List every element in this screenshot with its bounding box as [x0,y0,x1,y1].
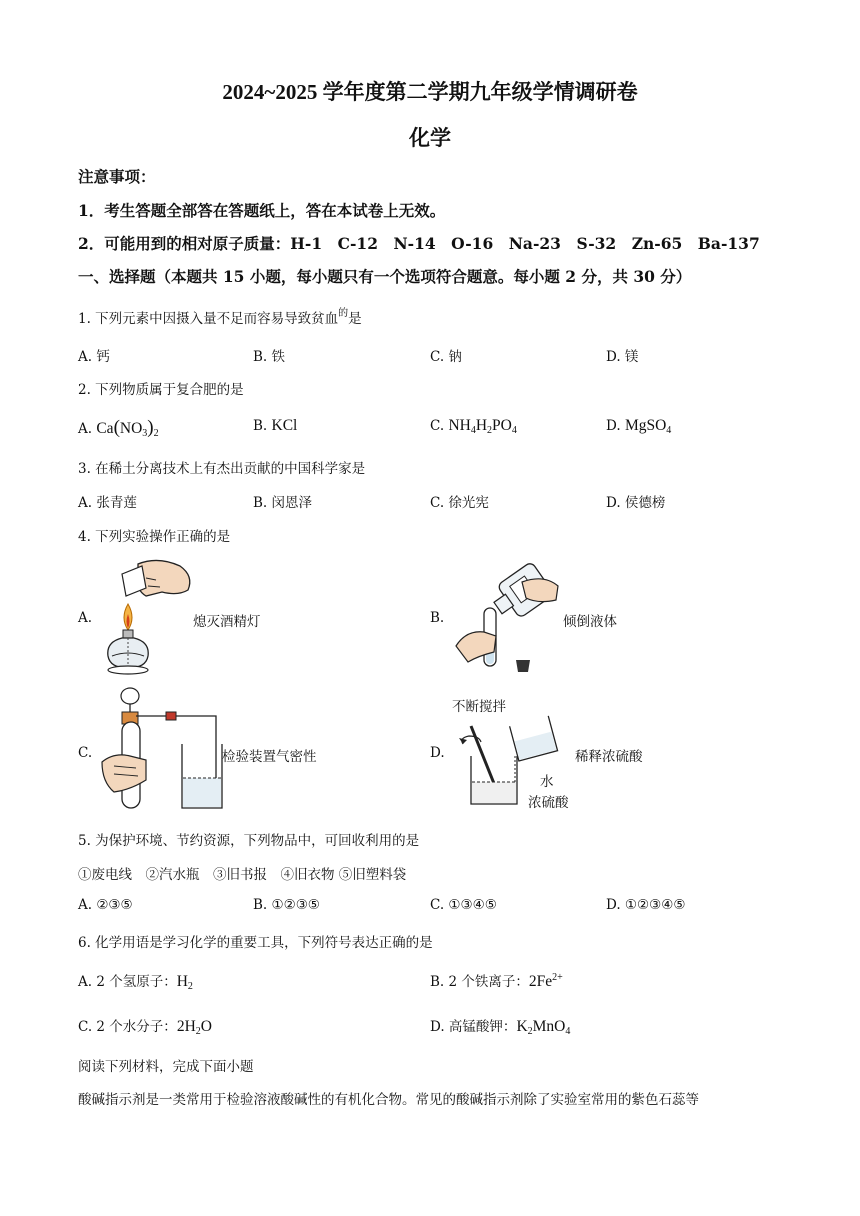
question-5-stem: 5. 为保护环境、节约资源，下列物品中，可回收利用的是 [78,833,420,849]
q1-option-a[interactable]: A. 钙 [78,349,110,365]
question-2-stem: 2. 下列物质属于复合肥的是 [78,382,244,398]
q1-option-c[interactable]: C. 钠 [430,349,462,365]
question-6-stem: 6. 化学用语是学习化学的重要工具，下列符号表达正确的是 [78,935,433,951]
q6-option-b[interactable]: B. 2 个铁离子：$2Fe^{2+}$ [430,972,563,990]
q4-option-c[interactable]: C. [78,745,93,761]
formula-2h2o: $2H_2O$ [176,1018,212,1037]
airtightness-check-illustration [100,686,225,816]
formula-ca-no3-2: $Ca(NO_3)_2$ [96,417,159,439]
exam-title: 2024~2025 学年度第二学期九年级学情调研卷 [222,80,638,104]
q1-option-b[interactable]: B. 铁 [253,349,286,365]
formula-k2mno4: $K_2MnO_4$ [516,1018,571,1037]
q4-d-stir-label: 不断搅拌 [452,699,506,715]
q4-a-caption: 熄灭酒精灯 [193,614,261,630]
section-heading: 一、选择题（本题共 15 小题，每小题只有一个选项符合题意。每小题 2 分，共 30 分） [78,267,692,286]
q4-option-a[interactable]: A. [78,610,93,626]
formula-h2: $H_2$ [176,973,193,992]
q2-option-a[interactable]: A. $Ca(NO_3)_2$ [78,417,159,439]
formula-kcl: KCl [271,417,298,434]
q2-option-d[interactable]: D. MgSO$_4$ [606,417,672,436]
notes-heading: 注意事项： [78,167,156,186]
question-1-stem: 1. 下列元素中因摄入量不足而容易导致贫血$^的$是 [78,308,362,327]
q2-option-b[interactable]: B. KCl [253,417,298,434]
q4-d-caption: 稀释浓硫酸 [575,749,643,765]
q2-option-c[interactable]: C. $NH_4H_2PO_4$ [430,417,517,436]
q5-option-b[interactable]: B. ①②③⑤ [253,897,320,913]
question-5-items: ①废电线 ②汽水瓶 ③旧书报 ④旧衣物 ⑤旧塑料袋 [78,867,407,883]
q4-b-caption: 倾倒液体 [563,614,617,630]
formula-mgso4: MgSO$_4$ [624,417,672,436]
q4-option-d[interactable]: D. [430,745,445,761]
alcohol-lamp-illustration [98,556,198,686]
question-3-stem: 3. 在稀土分离技术上有杰出贡献的中国科学家是 [78,461,366,477]
q3-option-a[interactable]: A. 张青莲 [78,495,137,511]
question-4-stem: 4. 下列实验操作正确的是 [78,529,231,545]
reading-paragraph: 酸碱指示剂是一类常用于检验溶液酸碱性的有机化合物。常见的酸碱指示剂除了实验室常用的紫色石蕊等 [78,1092,699,1108]
q4-d-acid-label: 浓硫酸 [528,795,569,811]
q6-option-c[interactable]: C. 2 个水分子：$2H_2O$ [78,1018,212,1037]
formula-2fe2plus: $2Fe^{2+}$ [528,972,563,990]
q5-option-c[interactable]: C. ①③④⑤ [430,897,497,913]
q4-c-caption: 检验装置气密性 [222,749,317,765]
q5-option-d[interactable]: D. ①②③④⑤ [606,897,686,913]
q4-option-b[interactable]: B. [430,610,445,626]
q6-option-a[interactable]: A. 2 个氢原子：$H_2$ [78,973,193,992]
reading-intro: 阅读下列材料，完成下面小题 [78,1059,254,1075]
pouring-liquid-illustration [452,560,562,680]
q3-option-d[interactable]: D. 侯德榜 [606,495,666,511]
formula-nh4h2po4: $NH_4H_2PO_4$ [448,417,517,436]
subject-title: 化学 [409,126,451,150]
note-item-2: 2．可能用到的相对原子质量：H-1 C-12 N-14 O-16 Na-23 S-32 Zn-65 Ba-137 [78,234,760,253]
note-item-1: 1．考生答题全部答在答题纸上，答在本试卷上无效。 [78,201,446,220]
q6-option-d[interactable]: D. 高锰酸钾：$K_2MnO_4$ [430,1018,571,1037]
q3-option-b[interactable]: B. 闵恩泽 [253,495,313,511]
q4-d-water-label: 水 [540,774,554,790]
q1-option-d[interactable]: D. 镁 [606,349,639,365]
q3-option-c[interactable]: C. 徐光宪 [430,495,489,511]
q5-option-a[interactable]: A. ②③⑤ [78,897,133,913]
